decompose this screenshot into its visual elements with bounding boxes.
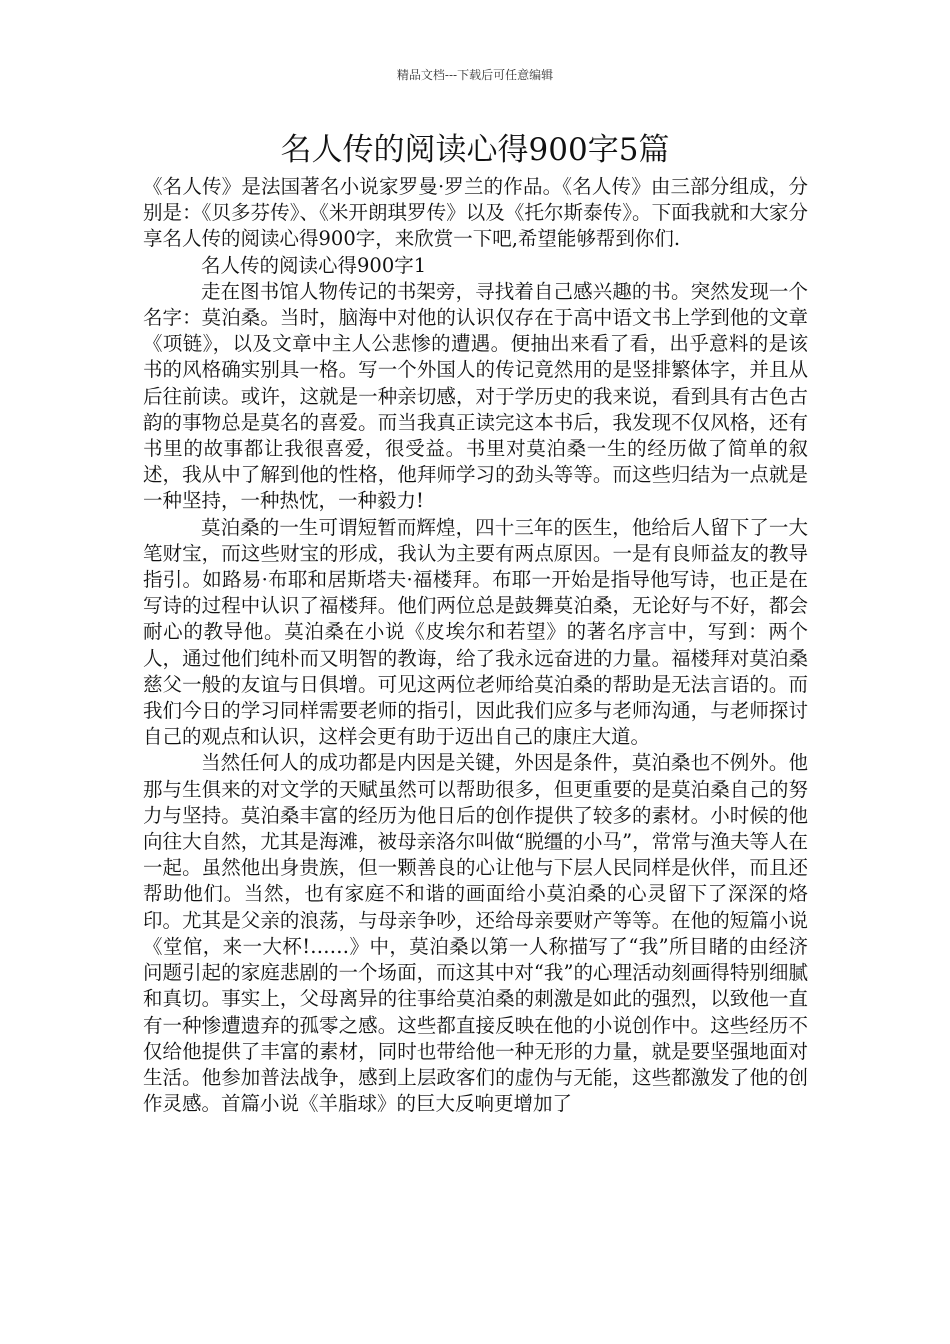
section-heading: 名人传的阅读心得900字1 — [201, 253, 427, 277]
header-note: 精品文档---下载后可任意编辑 — [396, 68, 554, 82]
body-paragraph: 莫泊桑的一生可谓短暂而辉煌，四十三年的医生，他给后人留下了一大笔财宝，而这些财宝的形成，我认为主要有两点原因。一是有良师益友的教导指引。如路易·布耶和居斯塔夫·福楼拜。布耶一开始是指导他写诗，也正是在写诗的过程中认识了福楼拜。他们两位总是鼓舞莫泊桑，无论好与不好，都会耐心的教导他。莫泊桑在小说《皮埃尔和若望》的著名序言中，写到：两个人，通过他们纯朴而又明智的教诲，给了我永远奋进的力量。福楼拜对莫泊桑慈父一般的友谊与日俱增。可见这两位老师给莫泊桑的帮助是无法言语的。而我们今日的学习同样需要老师的指引，因此我们应多与老师沟通，与老师探讨自己的观点和认识，这样会更有助于迈出自己的康庄大道。 — [143, 515, 808, 749]
document-body — [143, 174, 808, 1117]
intro-paragraph: 《名人传》是法国著名小说家罗曼·罗兰的作品。《名人传》由三部分组成，分别是：《贝多芬传》、《米开朗琪罗传》以及《托尔斯泰传》。下面我就和大家分享名人传的阅读心得900字，来欣赏一下吧,希望能够帮到你们. — [143, 175, 808, 251]
document-title: 名人传的阅读心得900字5篇 — [280, 132, 670, 168]
body-paragraph: 走在图书馆人物传记的书架旁，寻找着自己感兴趣的书。突然发现一个名字：莫泊桑。当时，脑海中对他的认识仅存在于高中语文书上学到他的文章《项链》，以及文章中主人公悲惨的遭遇。便抽出来看了看，出乎意料的是该书的风格确实别具一格。写一个外国人的传记竟然用的是竖排繁体字，并且从后往前读。或许，这就是一种亲切感，对于学历史的我来说，看到具有古色古韵的事物总是莫名的喜爱。而当我真正读完这本书后，我发现不仅风格，还有书里的故事都让我很喜爱，很受益。书里对莫泊桑一生的经历做了简单的叙述，我从中了解到他的性格，他拜师学习的劲头等等。而这些归结为一点就是一种坚持，一种热忱，一种毅力! — [143, 279, 808, 513]
body-paragraph: 当然任何人的成功都是内因是关键，外因是条件，莫泊桑也不例外。他那与生俱来的对文学的天赋虽然可以帮助很多，但更重要的是莫泊桑自己的努力与坚持。莫泊桑丰富的经历为他日后的创作提供了较多的素材。小时候的他向往大自然，尤其是海滩，被母亲洛尔叫做“脱缰的小马”，常常与渔夫等人在一起。虽然他出身贵族，但一颗善良的心让他与下层人民同样是伙伴，而且还帮助他们。当然，也有家庭不和谐的画面给小莫泊桑的心灵留下了深深的烙印。尤其是父亲的浪荡，与母亲争吵，还给母亲要财产等等。在他的短篇小说《堂倌，来一大杯!……》中，莫泊桑以第一人称描写了“我”所目睹的由经济问题引起的家庭悲剧的一个场面，而这其中对“我”的心理活动刻画得特别细腻和真切。事实上，父母离异的往事给莫泊桑的刺激是如此的强烈，以致他一直有一种惨遭遗弃的孤零之感。这些都直接反映在他的小说创作中。这些经历不仅给他提供了丰富的素材，同时也带给他一种无形的力量，就是要坚强地面对生活。他参加普法战争，感到上层政客们的虚伪与无能，这些都激发了他的创作灵感。首篇小说《羊脂球》的巨大反响更增加了 — [143, 751, 808, 1116]
